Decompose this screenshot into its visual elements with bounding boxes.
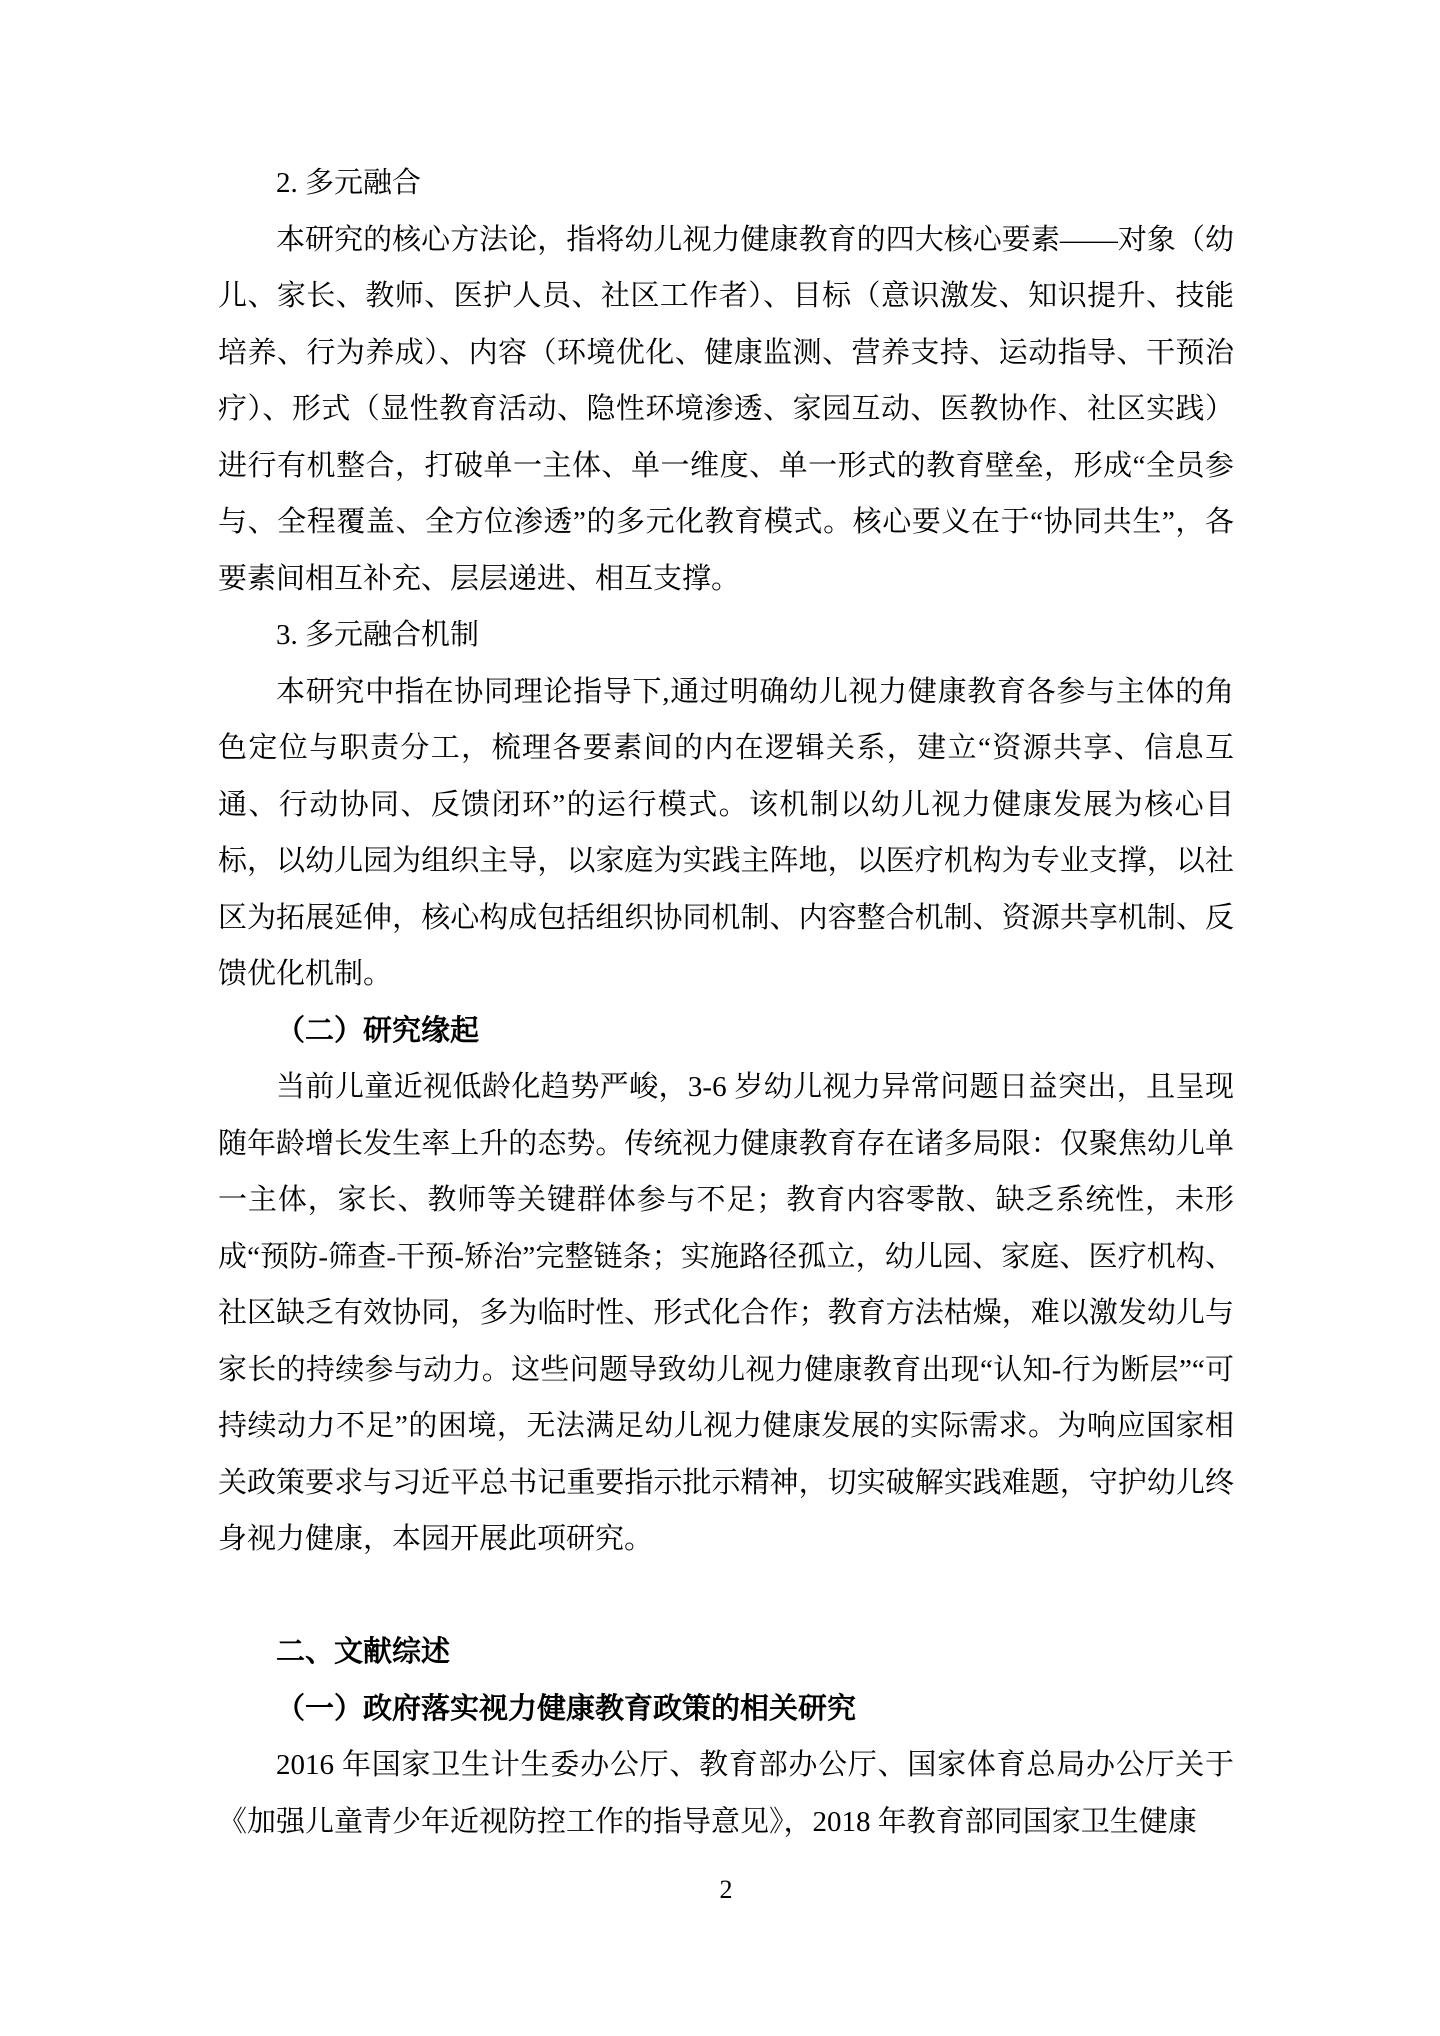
heading-literature-review: 二、文献综述 [276,1636,451,1668]
paragraph-mechanism-definition: 本研究中指在协同理论指导下,通过明确幼儿视力健康教育各参与主体的角色定位与职责分工，梳理各要素间的内在逻辑关系，建立“资源共享、信息互通、行动协同、反馈闭环”的运行模式。该机制以幼儿视力健康发展为核心目标，以幼儿园为组织主导，以家庭为实践主阵地，以医疗机构为专业支撑，以社区为拓展延伸，核心构成包括组织协同机制、内容整合机制、资源共享机制、反馈优化机制。 [218,675,1234,990]
heading-policy-research: （一）政府落实视力健康教育政策的相关研究 [276,1692,857,1725]
paragraph-research-origin: 当前儿童近视低龄化趋势严峻，3-6 岁幼儿视力异常问题日益突出，且呈现随年龄增长发生率上升的态势。传统视力健康教育存在诸多局限：仅聚焦幼儿单一主体，家长、教师等关键群体参与不足；教育内容零散、缺乏系统性，未形成“预防-筛查-干预-矫治”完整链条；实施路径孤立，幼儿园、家庭、医疗机构、社区缺乏有效协同，多为临时性、形式化合作；教育方法枯燥，难以激发幼儿与家长的持续参与动力。这些问题导致幼儿视力健康教育出现“认知-行为断层”“可持续动力不足”的困境，无法满足幼儿视力健康发展的实际需求。为响应国家相关政策要求与习近平总书记重要指示批示精神，切实破解实践难题，守护幼儿终身视力健康，本园开展此项研究。 [218,1071,1234,1555]
page-content [218,155,1234,1850]
page-number: 2 [719,1875,733,1904]
heading-multi-fusion: 2. 多元融合 [276,167,422,199]
heading-multi-fusion-mechanism: 3. 多元融合机制 [276,619,480,651]
paragraph-multi-fusion-definition: 本研究的核心方法论，指将幼儿视力健康教育的四大核心要素——对象（幼儿、家长、教师、医护人员、社区工作者）、目标（意识激发、知识提升、技能培养、行为养成）、内容（环境优化、健康监测、营养支持、运动指导、干预治疗）、形式（显性教育活动、隐性环境渗透、家园互动、医教协作、社区实践）进行有机整合，打破单一主体、单一维度、单一形式的教育壁垒，形成“全员参与、全程覆盖、全方位渗透”的多元化教育模式。核心要义在于“协同共生”，各要素间相互补充、层层递进、相互支撑。 [218,223,1234,595]
paragraph-policy-2016: 2016 年国家卫生计生委办公厅、教育部办公厅、国家体育总局办公厅关于《加强儿童青少年近视防控工作的指导意见》，2018 年教育部同国家卫生健康 [218,1749,1234,1838]
heading-research-origin: （二）研究缘起 [276,1014,480,1047]
